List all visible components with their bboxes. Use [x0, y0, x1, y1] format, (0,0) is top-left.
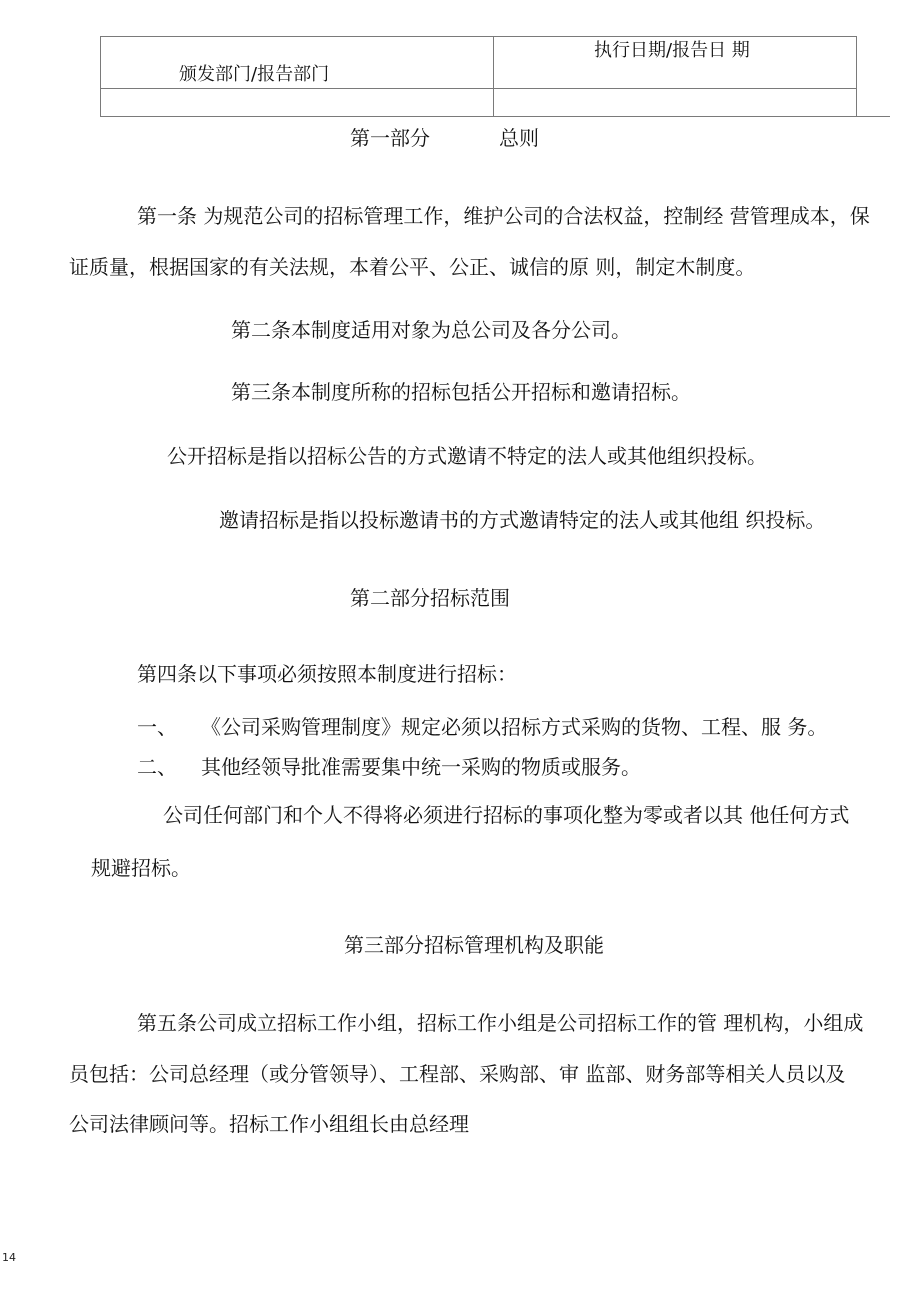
table-underline — [100, 116, 890, 117]
part2-title: 第二部分招标范围 — [350, 586, 510, 610]
anti-splitting-note-line2: 规避招标。 — [91, 856, 191, 880]
list-item-2-text: 其他经领导批准需要集中统一采购的物质或服务。 — [201, 755, 641, 779]
date-label: 执行日期/报告日 期 — [594, 40, 750, 61]
page-number: 14 — [2, 1251, 16, 1264]
dept-value-cell — [100, 88, 494, 117]
article2: 第二条本制度适用对象为总公司及各分公司。 — [231, 318, 631, 342]
dept-label: 颁发部门/报告部门 — [179, 64, 330, 85]
anti-splitting-note-line1: 公司任何部门和个人不得将必须进行招标的事项化整为零或者以其 他任何方式 — [163, 803, 850, 827]
invite-bidding-definition: 邀请招标是指以投标邀请书的方式邀请特定的法人或其他组 织投标。 — [219, 508, 826, 532]
article1-line2: 证质量，根据国家的有关法规，本着公平、公正、诚信的原 则，制定木制度。 — [69, 255, 756, 279]
article4: 第四条以下事项必须按照本制度进行招标： — [137, 662, 517, 686]
article5-line2: 员包括：公司总经理（或分管领导）、工程部、采购部、审 监部、财务部等相关人员以及 — [69, 1062, 846, 1086]
part1-title-left: 第一部分 — [350, 126, 430, 150]
date-cell — [493, 36, 857, 89]
part3-title: 第三部分招标管理机构及职能 — [344, 933, 604, 957]
open-bidding-definition: 公开招标是指以招标公告的方式邀请不特定的法人或其他组织投标。 — [167, 444, 767, 468]
dept-cell — [100, 36, 494, 89]
list-item-2-number: 二、 — [137, 755, 177, 779]
article5-line1: 第五条公司成立招标工作小组，招标工作小组是公司招标工作的管 理机构，小组成 — [137, 1011, 864, 1035]
article3: 第三条本制度所称的招标包括公开招标和邀请招标。 — [231, 380, 691, 404]
article1-line1: 第一条 为规范公司的招标管理工作，维护公司的合法权益，控制经 营管理成本，保 — [137, 204, 870, 228]
list-item-1-number: 一、 — [137, 715, 177, 739]
part1-title-right: 总则 — [499, 126, 539, 150]
date-value-cell — [493, 88, 857, 117]
article5-line3: 公司法律顾问等。招标工作小组组长由总经理 — [69, 1112, 469, 1136]
list-item-1-text: 《公司采购管理制度》规定必须以招标方式采购的货物、工程、服 务。 — [201, 715, 828, 739]
header-table — [100, 36, 857, 117]
